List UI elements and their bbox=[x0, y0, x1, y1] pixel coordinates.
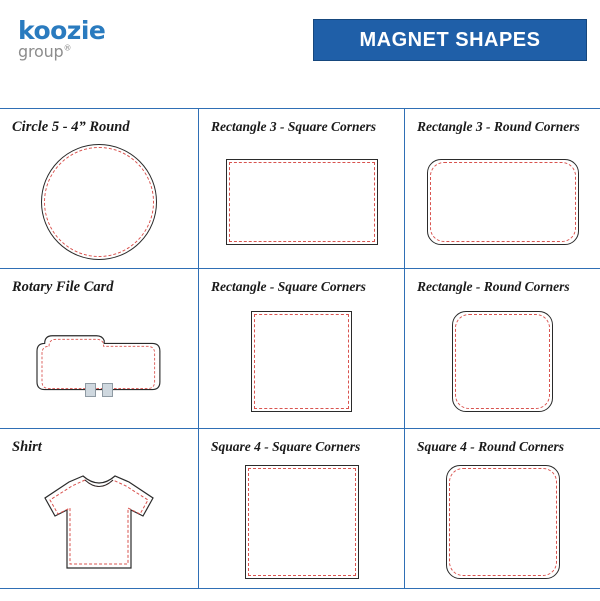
shirt-paths bbox=[39, 468, 159, 576]
shape-cell-square4-round bbox=[405, 429, 600, 589]
square-round-outline bbox=[449, 468, 557, 576]
rotary-tab-marks bbox=[85, 383, 113, 397]
shape-graphic-rect-tall-round bbox=[405, 299, 600, 424]
shape-label: Rectangle - Round Corners bbox=[417, 279, 570, 294]
shape-label: Rotary File Card bbox=[12, 279, 114, 295]
shirt-outline bbox=[39, 468, 159, 576]
rectangle-round-outline bbox=[430, 162, 576, 242]
square-square-outline bbox=[248, 468, 356, 576]
shape-cell-shirt bbox=[0, 429, 199, 589]
shape-graphic-square-square bbox=[199, 459, 404, 584]
shape-grid bbox=[0, 108, 600, 601]
shape-cell-rectangle3-square bbox=[199, 109, 405, 269]
shape-graphic-rotary bbox=[0, 299, 198, 424]
shape-graphic-square-round bbox=[405, 459, 600, 584]
shape-graphic-rect-round bbox=[405, 139, 600, 264]
shape-graphic-rect-square bbox=[199, 139, 404, 264]
shape-label: Rectangle 3 - Square Corners bbox=[211, 119, 377, 134]
shape-cell-rectangle-square bbox=[199, 269, 405, 429]
shape-label: Square 4 - Round Corners bbox=[417, 439, 565, 454]
registered-mark: ® bbox=[63, 43, 72, 53]
shape-graphic-shirt bbox=[0, 459, 198, 584]
rectangle-tall-square-outline bbox=[254, 314, 349, 409]
shape-label: Square 4 - Square Corners bbox=[211, 439, 361, 454]
page-header bbox=[0, 0, 600, 105]
shape-graphic-rect-tall-square bbox=[199, 299, 404, 424]
logo-primary-text: koozie bbox=[18, 16, 106, 45]
tab-mark bbox=[85, 383, 96, 397]
shape-cell-circle bbox=[0, 109, 199, 269]
shape-cell-rectangle-round bbox=[405, 269, 600, 429]
page-title: MAGNET SHAPES bbox=[359, 28, 541, 51]
rotary-card-outline bbox=[35, 329, 163, 395]
shape-label: Shirt bbox=[12, 439, 42, 455]
logo-secondary-text bbox=[18, 44, 105, 60]
shape-label: Circle 5 - 4” Round bbox=[12, 119, 130, 135]
logo-secondary-word: group bbox=[18, 42, 64, 61]
shape-label: Rectangle 3 - Round Corners bbox=[417, 119, 580, 134]
tab-mark bbox=[102, 383, 113, 397]
shape-cell-rotary-file-card bbox=[0, 269, 199, 429]
rectangle-tall-round-outline bbox=[455, 314, 550, 409]
brand-logo bbox=[18, 18, 105, 60]
shape-graphic-circle bbox=[0, 139, 198, 264]
shape-cell-square4-square bbox=[199, 429, 405, 589]
shape-cell-rectangle3-round bbox=[405, 109, 600, 269]
page-title-banner bbox=[313, 19, 587, 61]
rectangle-square-outline bbox=[229, 162, 375, 242]
circle-outline bbox=[44, 147, 154, 257]
shape-label: Rectangle - Square Corners bbox=[211, 279, 366, 294]
